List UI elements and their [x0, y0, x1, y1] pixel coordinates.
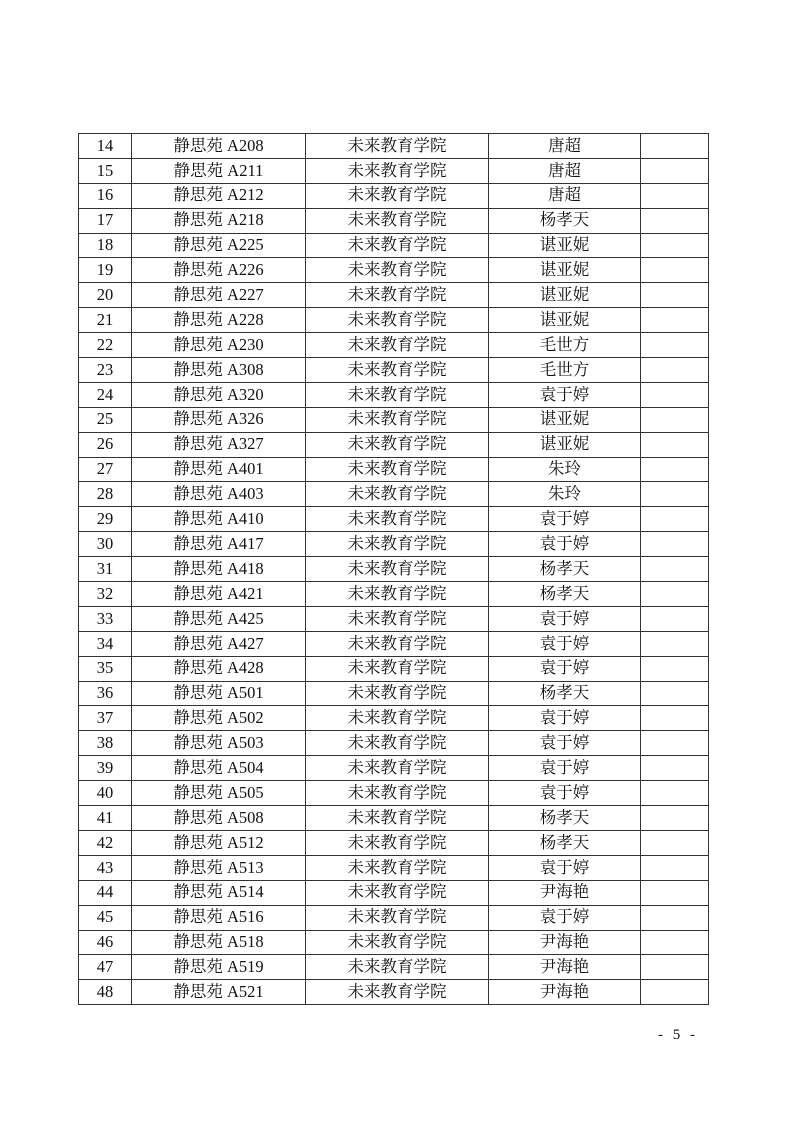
room-cell: 静思苑 A230: [132, 333, 306, 358]
note-cell: [641, 333, 709, 358]
row-number-cell: 31: [79, 557, 132, 582]
note-cell: [641, 432, 709, 457]
room-cell: 静思苑 A519: [132, 955, 306, 980]
college-cell: 未来教育学院: [306, 183, 489, 208]
table-row: [79, 233, 709, 258]
note-cell: [641, 781, 709, 806]
note-cell: [641, 258, 709, 283]
room-cell: 静思苑 A401: [132, 457, 306, 482]
table-row: [79, 731, 709, 756]
name-cell: 唐超: [489, 134, 641, 159]
page-number: - 5 -: [658, 1027, 698, 1043]
note-cell: [641, 731, 709, 756]
table-row: [79, 333, 709, 358]
table-row: [79, 532, 709, 557]
row-number-cell: 32: [79, 582, 132, 607]
college-cell: 未来教育学院: [306, 158, 489, 183]
note-cell: [641, 308, 709, 333]
row-number-cell: 33: [79, 606, 132, 631]
row-number-cell: 24: [79, 382, 132, 407]
name-cell: 杨孝天: [489, 806, 641, 831]
row-number-cell: 45: [79, 905, 132, 930]
college-cell: 未来教育学院: [306, 830, 489, 855]
name-cell: 袁于婷: [489, 706, 641, 731]
row-number-cell: 39: [79, 756, 132, 781]
college-cell: 未来教育学院: [306, 457, 489, 482]
table-row: [79, 308, 709, 333]
room-cell: 静思苑 A211: [132, 158, 306, 183]
table-row: [79, 656, 709, 681]
table-row: [79, 980, 709, 1005]
note-cell: [641, 905, 709, 930]
college-cell: 未来教育学院: [306, 233, 489, 258]
row-number-cell: 38: [79, 731, 132, 756]
note-cell: [641, 457, 709, 482]
row-number-cell: 47: [79, 955, 132, 980]
table-row: [79, 706, 709, 731]
note-cell: [641, 830, 709, 855]
table-row: [79, 606, 709, 631]
table-row: [79, 756, 709, 781]
row-number-cell: 48: [79, 980, 132, 1005]
room-cell: 静思苑 A327: [132, 432, 306, 457]
room-cell: 静思苑 A425: [132, 606, 306, 631]
room-cell: 静思苑 A502: [132, 706, 306, 731]
table-row: [79, 482, 709, 507]
note-cell: [641, 980, 709, 1005]
name-cell: 谌亚妮: [489, 407, 641, 432]
row-number-cell: 22: [79, 333, 132, 358]
room-cell: 静思苑 A421: [132, 582, 306, 607]
name-cell: 谌亚妮: [489, 233, 641, 258]
room-cell: 静思苑 A521: [132, 980, 306, 1005]
row-number-cell: 25: [79, 407, 132, 432]
table-row: [79, 358, 709, 383]
name-cell: 袁于婷: [489, 756, 641, 781]
table-row: [79, 432, 709, 457]
room-cell: 静思苑 A503: [132, 731, 306, 756]
college-cell: 未来教育学院: [306, 731, 489, 756]
row-number-cell: 26: [79, 432, 132, 457]
note-cell: [641, 208, 709, 233]
row-number-cell: 40: [79, 781, 132, 806]
row-number-cell: 30: [79, 532, 132, 557]
row-number-cell: 44: [79, 880, 132, 905]
college-cell: 未来教育学院: [306, 781, 489, 806]
name-cell: 袁于婷: [489, 781, 641, 806]
name-cell: 谌亚妮: [489, 308, 641, 333]
name-cell: 唐超: [489, 183, 641, 208]
note-cell: [641, 955, 709, 980]
row-number-cell: 19: [79, 258, 132, 283]
college-cell: 未来教育学院: [306, 507, 489, 532]
college-cell: 未来教育学院: [306, 706, 489, 731]
college-cell: 未来教育学院: [306, 557, 489, 582]
row-number-cell: 17: [79, 208, 132, 233]
college-cell: 未来教育学院: [306, 532, 489, 557]
college-cell: 未来教育学院: [306, 482, 489, 507]
room-cell: 静思苑 A218: [132, 208, 306, 233]
row-number-cell: 42: [79, 830, 132, 855]
name-cell: 袁于婷: [489, 532, 641, 557]
row-number-cell: 41: [79, 806, 132, 831]
row-number-cell: 35: [79, 656, 132, 681]
table-row: [79, 382, 709, 407]
room-cell: 静思苑 A410: [132, 507, 306, 532]
room-cell: 静思苑 A417: [132, 532, 306, 557]
note-cell: [641, 407, 709, 432]
college-cell: 未来教育学院: [306, 905, 489, 930]
name-cell: 杨孝天: [489, 582, 641, 607]
row-number-cell: 29: [79, 507, 132, 532]
name-cell: 袁于婷: [489, 731, 641, 756]
note-cell: [641, 656, 709, 681]
name-cell: 尹海艳: [489, 930, 641, 955]
table-row: [79, 681, 709, 706]
table-row: [79, 855, 709, 880]
room-cell: 静思苑 A505: [132, 781, 306, 806]
row-number-cell: 14: [79, 134, 132, 159]
college-cell: 未来教育学院: [306, 333, 489, 358]
note-cell: [641, 855, 709, 880]
room-cell: 静思苑 A225: [132, 233, 306, 258]
note-cell: [641, 158, 709, 183]
note-cell: [641, 557, 709, 582]
room-cell: 静思苑 A428: [132, 656, 306, 681]
note-cell: [641, 756, 709, 781]
note-cell: [641, 880, 709, 905]
table-row: [79, 781, 709, 806]
table-row: [79, 208, 709, 233]
name-cell: 毛世方: [489, 333, 641, 358]
name-cell: 杨孝天: [489, 681, 641, 706]
room-cell: 静思苑 A227: [132, 283, 306, 308]
room-cell: 静思苑 A326: [132, 407, 306, 432]
note-cell: [641, 806, 709, 831]
name-cell: 袁于婷: [489, 905, 641, 930]
room-cell: 静思苑 A212: [132, 183, 306, 208]
name-cell: 袁于婷: [489, 855, 641, 880]
room-cell: 静思苑 A403: [132, 482, 306, 507]
college-cell: 未来教育学院: [306, 855, 489, 880]
room-cell: 静思苑 A418: [132, 557, 306, 582]
room-cell: 静思苑 A226: [132, 258, 306, 283]
college-cell: 未来教育学院: [306, 681, 489, 706]
table-row: [79, 955, 709, 980]
row-number-cell: 28: [79, 482, 132, 507]
college-cell: 未来教育学院: [306, 308, 489, 333]
college-cell: 未来教育学院: [306, 656, 489, 681]
note-cell: [641, 482, 709, 507]
row-number-cell: 20: [79, 283, 132, 308]
name-cell: 朱玲: [489, 482, 641, 507]
room-cell: 静思苑 A508: [132, 806, 306, 831]
college-cell: 未来教育学院: [306, 208, 489, 233]
room-cell: 静思苑 A516: [132, 905, 306, 930]
name-cell: 谌亚妮: [489, 283, 641, 308]
table-row: [79, 880, 709, 905]
college-cell: 未来教育学院: [306, 806, 489, 831]
college-cell: 未来教育学院: [306, 756, 489, 781]
table-row: [79, 930, 709, 955]
name-cell: 杨孝天: [489, 830, 641, 855]
row-number-cell: 34: [79, 631, 132, 656]
note-cell: [641, 681, 709, 706]
room-cell: 静思苑 A504: [132, 756, 306, 781]
college-cell: 未来教育学院: [306, 134, 489, 159]
row-number-cell: 23: [79, 358, 132, 383]
name-cell: 袁于婷: [489, 631, 641, 656]
name-cell: 袁于婷: [489, 656, 641, 681]
college-cell: 未来教育学院: [306, 606, 489, 631]
table-row: [79, 158, 709, 183]
row-number-cell: 43: [79, 855, 132, 880]
college-cell: 未来教育学院: [306, 258, 489, 283]
row-number-cell: 15: [79, 158, 132, 183]
note-cell: [641, 382, 709, 407]
row-number-cell: 27: [79, 457, 132, 482]
room-cell: 静思苑 A427: [132, 631, 306, 656]
note-cell: [641, 507, 709, 532]
note-cell: [641, 358, 709, 383]
name-cell: 谌亚妮: [489, 432, 641, 457]
name-cell: 唐超: [489, 158, 641, 183]
table-row: [79, 582, 709, 607]
note-cell: [641, 706, 709, 731]
room-cell: 静思苑 A512: [132, 830, 306, 855]
name-cell: 尹海艳: [489, 955, 641, 980]
table-row: [79, 557, 709, 582]
room-cell: 静思苑 A320: [132, 382, 306, 407]
room-cell: 静思苑 A501: [132, 681, 306, 706]
room-cell: 静思苑 A228: [132, 308, 306, 333]
name-cell: 尹海艳: [489, 880, 641, 905]
college-cell: 未来教育学院: [306, 980, 489, 1005]
note-cell: [641, 283, 709, 308]
table-row: [79, 134, 709, 159]
college-cell: 未来教育学院: [306, 432, 489, 457]
college-cell: 未来教育学院: [306, 880, 489, 905]
college-cell: 未来教育学院: [306, 955, 489, 980]
table-row: [79, 806, 709, 831]
college-cell: 未来教育学院: [306, 631, 489, 656]
note-cell: [641, 233, 709, 258]
note-cell: [641, 930, 709, 955]
row-number-cell: 37: [79, 706, 132, 731]
name-cell: 袁于婷: [489, 606, 641, 631]
table-row: [79, 457, 709, 482]
note-cell: [641, 582, 709, 607]
name-cell: 毛世方: [489, 358, 641, 383]
table-row: [79, 283, 709, 308]
name-cell: 袁于婷: [489, 507, 641, 532]
note-cell: [641, 183, 709, 208]
dormitory-table: [78, 133, 709, 1005]
row-number-cell: 46: [79, 930, 132, 955]
table-row: [79, 905, 709, 930]
college-cell: 未来教育学院: [306, 283, 489, 308]
table-row: [79, 507, 709, 532]
table-row: [79, 183, 709, 208]
college-cell: 未来教育学院: [306, 582, 489, 607]
name-cell: 袁于婷: [489, 382, 641, 407]
room-cell: 静思苑 A513: [132, 855, 306, 880]
room-cell: 静思苑 A514: [132, 880, 306, 905]
name-cell: 尹海艳: [489, 980, 641, 1005]
note-cell: [641, 532, 709, 557]
college-cell: 未来教育学院: [306, 930, 489, 955]
name-cell: 杨孝天: [489, 208, 641, 233]
table-row: [79, 830, 709, 855]
room-cell: 静思苑 A518: [132, 930, 306, 955]
row-number-cell: 21: [79, 308, 132, 333]
name-cell: 谌亚妮: [489, 258, 641, 283]
note-cell: [641, 134, 709, 159]
row-number-cell: 16: [79, 183, 132, 208]
college-cell: 未来教育学院: [306, 407, 489, 432]
table-row: [79, 631, 709, 656]
college-cell: 未来教育学院: [306, 382, 489, 407]
row-number-cell: 18: [79, 233, 132, 258]
table-body: [79, 134, 709, 1005]
name-cell: 朱玲: [489, 457, 641, 482]
college-cell: 未来教育学院: [306, 358, 489, 383]
table-row: [79, 258, 709, 283]
row-number-cell: 36: [79, 681, 132, 706]
note-cell: [641, 606, 709, 631]
note-cell: [641, 631, 709, 656]
name-cell: 杨孝天: [489, 557, 641, 582]
room-cell: 静思苑 A308: [132, 358, 306, 383]
table-row: [79, 407, 709, 432]
room-cell: 静思苑 A208: [132, 134, 306, 159]
